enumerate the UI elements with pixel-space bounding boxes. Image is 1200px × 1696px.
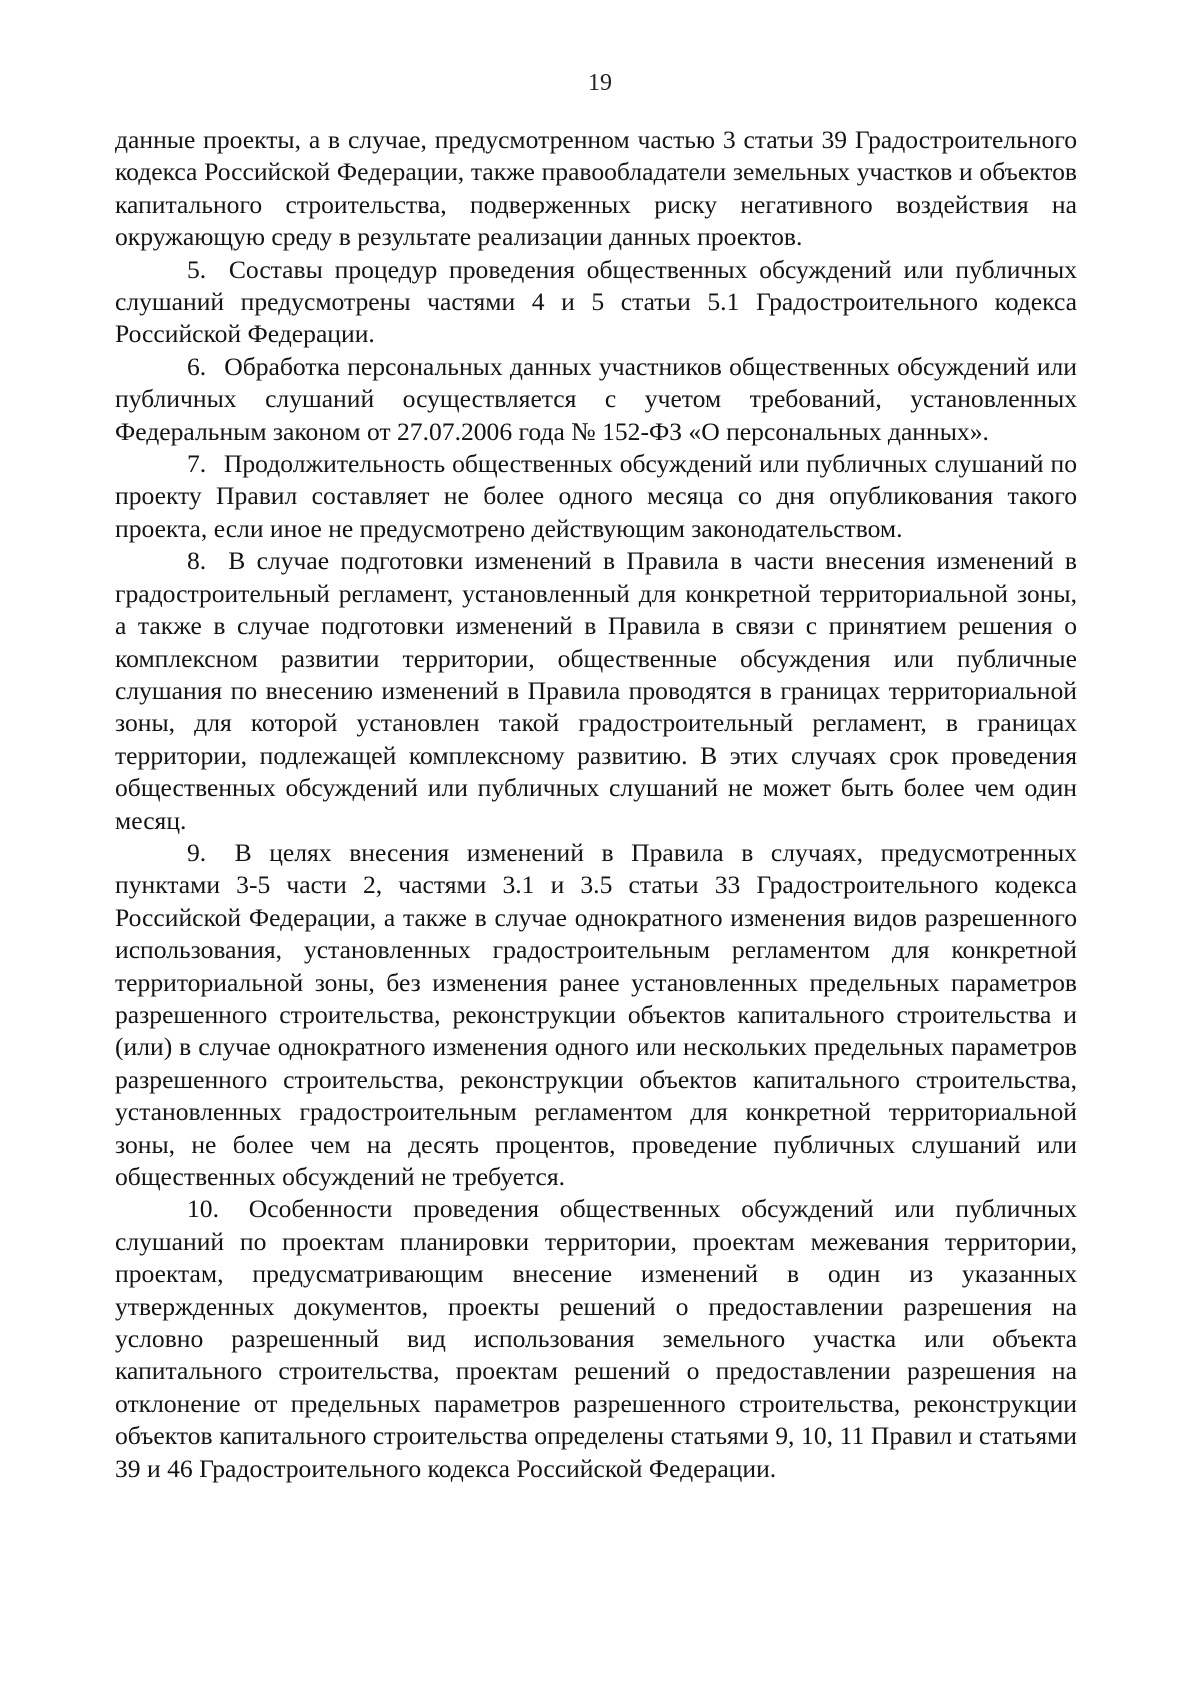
paragraph-item-9 xyxy=(115,837,1077,1193)
document-body xyxy=(115,124,1077,1485)
paragraph-number: 6. xyxy=(187,351,207,381)
paragraph-item-8 xyxy=(115,545,1077,837)
paragraph-text: данные проекты, а в случае, предусмотренном частью 3 статьи 39 Градостроительного кодекса Российской Федерации, также правообладатели земельных участков и объектов капитального строительства, подверженных риску негативного воздействия на окружающую среду в результате реализации данных проектов. xyxy=(115,125,1077,252)
paragraph-text: Продолжительность общественных обсуждений или публичных слушаний по проекту Правил составляет не более одного месяца со дня опубликования такого проекта, если иное не предусмотрено действующим законодательством. xyxy=(115,449,1078,543)
paragraph-number: 7. xyxy=(187,449,207,479)
paragraph-number: 9. xyxy=(187,837,207,867)
paragraph-number: 8. xyxy=(187,546,207,576)
paragraph-item-10 xyxy=(115,1193,1077,1485)
paragraph-number: 5. xyxy=(187,254,207,284)
paragraph-number: 10. xyxy=(187,1194,219,1224)
paragraph-text: Обработка персональных данных участников общественных обсуждений или публичных слушаний осуществляется с учетом требований, установленных Федеральным законом от 27.07.2006 года № 152-ФЗ «О персональных данных». xyxy=(115,351,1077,446)
paragraph-text: Особенности проведения общественных обсуждений или публичных слушаний по проектам планировки территории, проектам межевания территории, проектам, предусматривающим внесение изменений в один из указанных утвержденных документов, проекты решений о предоставлении разрешения на условно разрешенный вид использования земельного участка или объекта капитального строительства, проектам решений о предоставлении разрешения на отклонение от предельных параметров разрешенного строительства, реконструкции объектов капитального строительства определены статьями 9, 10, 11 Правил и статьями 39 и 46 Градостроительного кодекса Российской Федерации. xyxy=(115,1194,1077,1483)
paragraph-text: В целях внесения изменений в Правила в случаях, предусмотренных пунктами 3-5 части 2, частями 3.1 и 3.5 статьи 33 Градостроительного кодекса Российской Федерации, а также в случае однократного изменения видов разрешенного использования, установленных градостроительным регламентом для конкретной территориальной зоны, без изменения ранее установленных предельных параметров разрешенного строительства, реконструкции объектов капитального строительства и (или) в случае однократного изменения одного или нескольких предельных параметров разрешенного строительства, реконструкции объектов капитального строительства, установленных градостроительным регламентом для конкретной территориальной зоны, не более чем на десять процентов, проведение публичных слушаний или общественных обсуждений не требуется. xyxy=(115,837,1077,1191)
paragraph-item-7 xyxy=(115,448,1077,545)
paragraph-text: В случае подготовки изменений в Правила в части внесения изменений в градостроительный регламент, установленный для конкретной территориальной зоны, а также в случае подготовки изменений в Правила в связи с принятием решения о комплексном развитии территории, общественные обсуждения или публичные слушания по внесению изменений в Правила проводятся в границах территориальной зоны, для которой установлен такой градостроительный регламент, в границах территории, подлежащей комплексному развитию. В этих случаях срок проведения общественных обсуждений или публичных слушаний не может быть более чем один месяц. xyxy=(115,546,1077,835)
paragraph-item-5 xyxy=(115,254,1077,351)
paragraph-continuation xyxy=(115,124,1077,254)
paragraph-text: Составы процедур проведения общественных обсуждений или публичных слушаний предусмотрены частями 4 и 5 статьи 5.1 Градостроительного кодекса Российской Федерации. xyxy=(115,254,1077,349)
paragraph-item-6 xyxy=(115,351,1077,448)
page-number: 19 xyxy=(588,70,612,96)
